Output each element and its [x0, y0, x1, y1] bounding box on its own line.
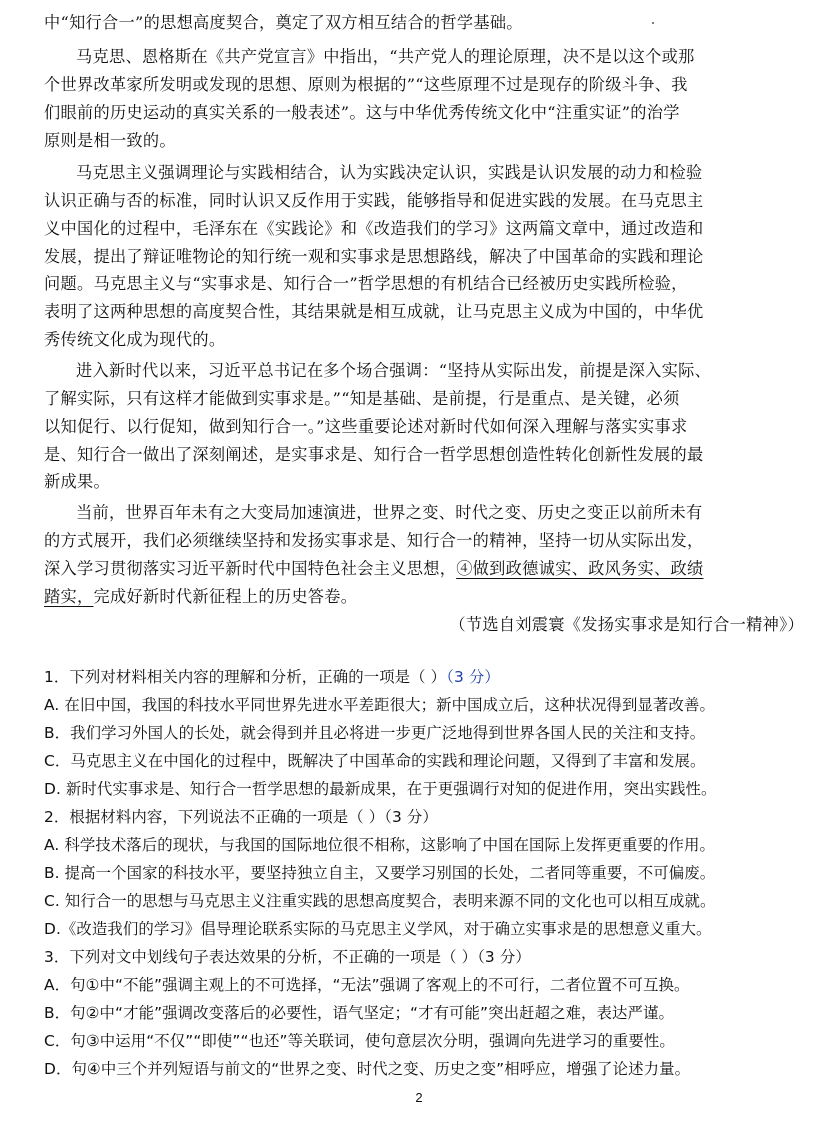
passage-line	[44, 557, 804, 581]
passage-line: 当前，世界百年未有之大变局加速演进，世界之变、时代之变、历史之变正以前所未有	[76, 503, 703, 522]
passage-line: 义中国化的过程中，毛泽东在《实践论》和《改造我们的学习》这两篇文章中，通过改造和	[44, 219, 704, 238]
underlined-sentence-4: ④做到政德诚实、政风务实、政绩	[456, 559, 704, 578]
option-d[interactable]: D.《改造我们的学习》倡导理论联系实际的马克思主义学风，对于确立实事求是的思想意义重大。	[44, 920, 712, 938]
option-c[interactable]: C．马克思主义在中国化的过程中，既解决了中国革命的实践和理论问题，又得到了丰富和发展。	[44, 752, 706, 770]
passage-line: 们眼前的历史运动的真实关系的一般表述”。这与中华优秀传统文化中“注重实证”的治学	[44, 103, 680, 122]
question-stem-2	[44, 805, 804, 829]
question-stem-1	[44, 665, 804, 689]
passage-line: 表明了这两种思想的高度契合性，其结果就是相互成就，让马克思主义成为中国的，中华优	[44, 302, 704, 321]
question-text: 3．下列对文中划线句子表达效果的分析，不正确的一项是（ ）	[44, 948, 478, 966]
option-a[interactable]: A. 在旧中国，我国的科技水平同世界先进水平差距很大；新中国成立后，这种状况得到显著改善。	[44, 696, 715, 714]
passage-line: 马克思、恩格斯在《共产党宣言》中指出，“共产党人的理论原理，决不是以这个或那	[76, 47, 695, 66]
score-label: （3 分）	[384, 808, 438, 826]
passage-text: 深入学习贯彻落实习近平新时代中国特色社会主义思想，	[44, 559, 457, 578]
question-stem-3	[44, 945, 804, 969]
option-b[interactable]: B．我们学习外国人的长处，就会得到并且必将进一步更广泛地得到世界各国人民的关注和支持。	[44, 724, 706, 742]
underlined-sentence-4-end: 踏实，	[44, 587, 94, 606]
passage-line: 中“知行合一”的思想高度契合，奠定了双方相互结合的哲学基础。	[44, 13, 523, 32]
score-label: （3 分）	[446, 668, 500, 686]
passage-line: 认识正确与否的标准，同时认识又反作用于实践，能够指导和促进实践的发展。在马克思主	[44, 191, 704, 210]
passage-line: 了解实际，只有这样才能做到实事求是。”“知是基础、是前提，行是重点、是关键，必须	[44, 389, 680, 408]
passage-line: 个世界改革家所发明或发现的思想、原则为根据的”“这些原理不过是现存的阶级斗争、我	[44, 75, 688, 94]
option-c[interactable]: C. 知行合一的思想与马克思主义注重实践的思想高度契合，表明来源不同的文化也可以相互成就。	[44, 892, 716, 910]
passage-line: 原则是相一致的。	[44, 131, 176, 150]
passage-line: 马克思主义强调理论与实践相结合，认为实践决定认识，实践是认识发展的动力和检验	[76, 163, 703, 182]
passage-line: 新成果。	[44, 472, 110, 491]
option-a[interactable]: A. 科学技术落后的现状，与我国的国际地位很不相称，这影响了中国在国际上发挥更重要的作用。	[44, 836, 715, 854]
passage-line: 问题。马克思主义与“实事求是、知行合一”哲学思想的有机结合已经被历史实践所检验，	[44, 274, 688, 293]
option-b[interactable]: B．句②中“才能”强调改变落后的必要性，语气坚定；“才有可能”突出赶超之难，表达严谨。	[44, 1004, 675, 1022]
passage-line: 是、知行合一做出了深刻阐述，是实事求是、知行合一哲学思想创造性转化创新性发展的最	[44, 445, 704, 464]
score-label: （3 分）	[477, 948, 531, 966]
passage-line: 发展，提出了辩证唯物论的知行统一观和实事求是思想路线，解决了中国革命的实践和理论	[44, 247, 704, 266]
page-number: 2	[415, 1090, 423, 1105]
question-text: 1．下列对材料相关内容的理解和分析，正确的一项是（ ）	[44, 668, 447, 686]
passage-line: 以知促行、以行促知，做到知行合一。”这些重要论述对新时代如何深入理解与落实实事求	[44, 417, 688, 436]
passage-line	[44, 585, 804, 609]
passage-line: 秀传统文化成为现代的。	[44, 330, 226, 349]
passage-text: 完成好新时代新征程上的历史答卷。	[93, 587, 358, 606]
option-b[interactable]: B. 提高一个国家的科技水平，要坚持独立自主，又要学习别国的长处，二者同等重要，不可偏废。	[44, 864, 716, 882]
option-a[interactable]: A．句①中“不能”强调主观上的不可选择，“无法”强调了客观上的不可行，二者位置不可互换。	[44, 976, 690, 994]
passage-line: 的方式展开，我们必须继续坚持和发扬实事求是、知行合一的精神，坚持一切从实际出发，	[44, 531, 704, 550]
option-c[interactable]: C．句③中运用“不仅”“即使”“也还”等关联词，使句意层次分明，强调向先进学习的重要性。	[44, 1032, 675, 1050]
source-citation: （节选自刘震寰《发扬实事求是知行合一精神》）	[449, 615, 804, 634]
option-d[interactable]: D. 新时代实事求是、知行合一哲学思想的最新成果，在于更强调行对知的促进作用，突出实践性。	[44, 780, 717, 798]
passage-line: 进入新时代以来，习近平总书记在多个场合强调：“坚持从实际出发，前提是深入实际、	[76, 361, 712, 380]
option-d[interactable]: D．句④中三个并列短语与前文的“世界之变、时代之变、历史之变”相呼应，增强了论述力量。	[44, 1060, 691, 1078]
question-text: 2．根据材料内容，下列说法不正确的一项是（ ）	[44, 808, 385, 826]
